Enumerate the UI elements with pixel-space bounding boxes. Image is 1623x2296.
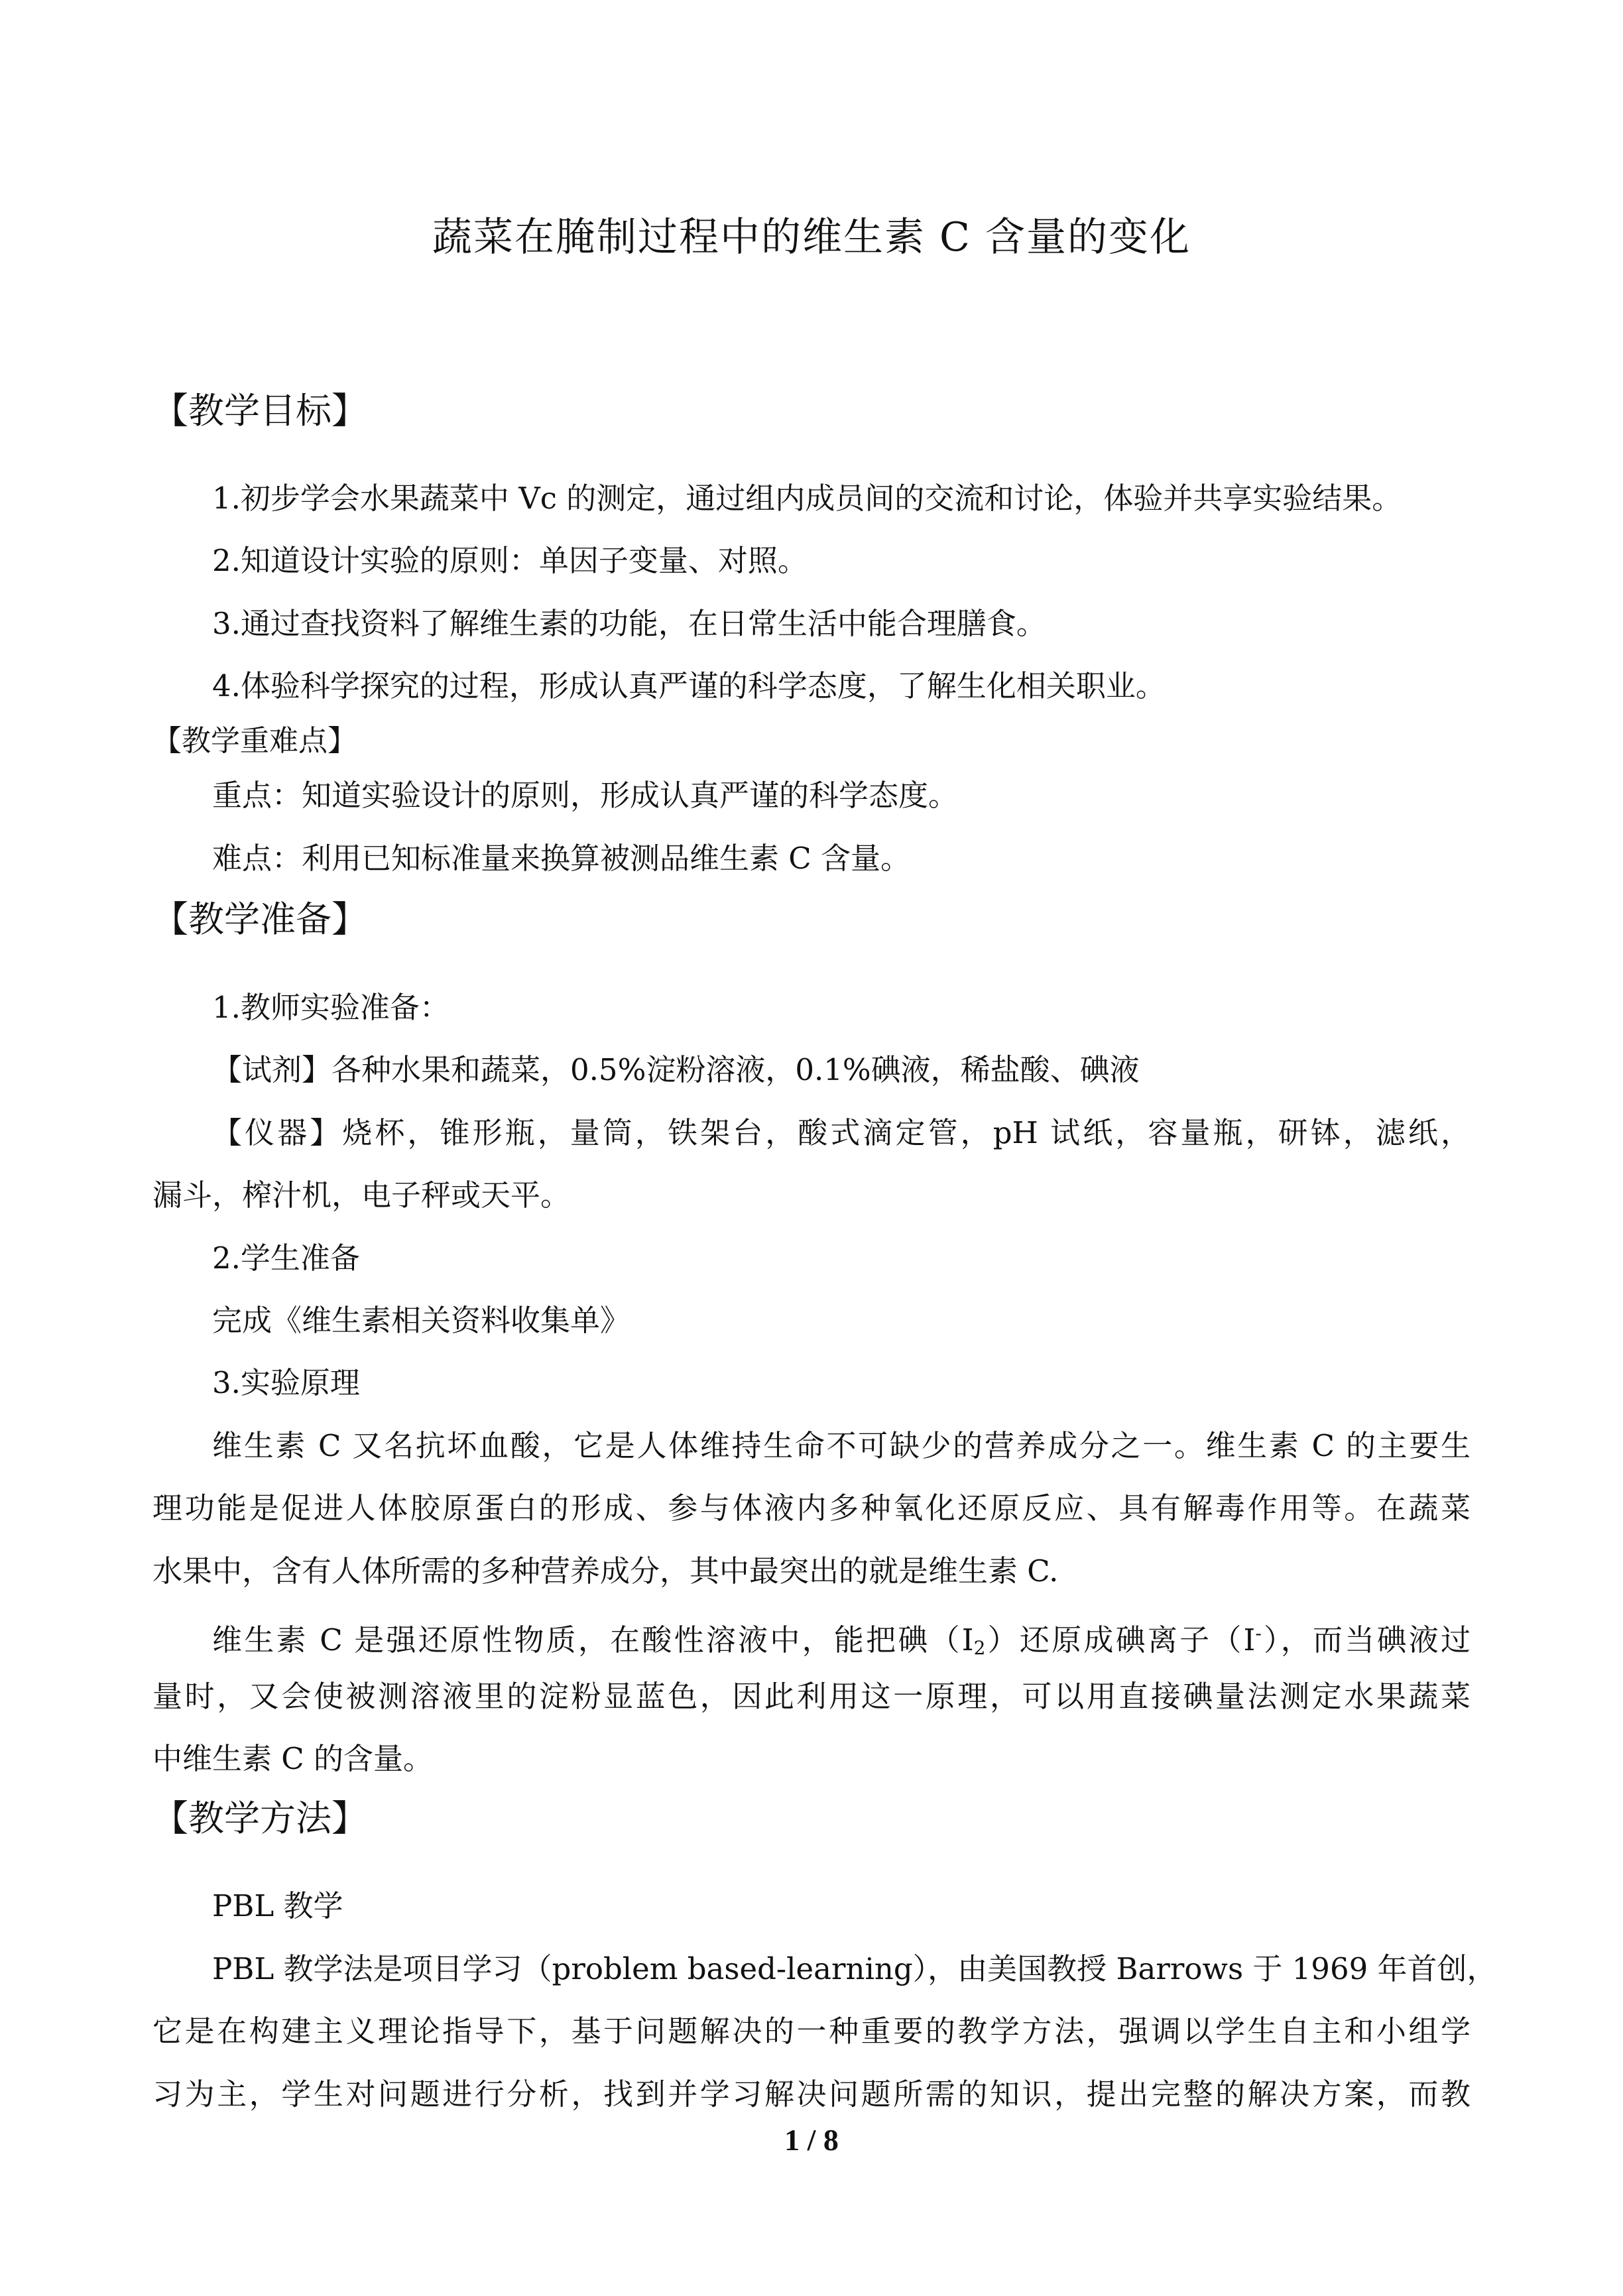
- principle-paragraph-line: 理功能是促进人体胶原蛋白的形成、参与体液内多种氧化还原反应、具有解毒作用等。在蔬菜: [152, 1490, 1471, 1526]
- section-heading-method: 【教学方法】: [152, 1797, 367, 1839]
- principle-text: ）还原成碘离子（I: [985, 1622, 1256, 1658]
- instruments-line: 【仪器】烧杯，锥形瓶，量筒，铁架台，酸式滴定管，pH 试纸，容量瓶，研钵，滤纸，: [212, 1115, 1471, 1150]
- student-prep-title: 2.学生准备: [212, 1240, 360, 1276]
- method-subtitle: PBL 教学: [212, 1888, 343, 1923]
- section-heading-preparation: 【教学准备】: [152, 898, 367, 940]
- iodide-superscript: -: [1255, 1622, 1262, 1644]
- iodine-subscript: 2: [973, 1637, 986, 1659]
- reagents-line: 【试剂】各种水果和蔬菜，0.5%淀粉溶液，0.1%碘液，稀盐酸、碘液: [212, 1052, 1140, 1087]
- teacher-prep-title: 1.教师实验准备：: [212, 990, 450, 1025]
- key-point-item: 重点：知道实验设计的原则，形成认真严谨的科学态度。: [212, 778, 959, 813]
- method-paragraph-line: 习为主，学生对问题进行分析，找到并学习解决问题所需的知识，提出完整的解决方案，而教: [152, 2077, 1471, 2112]
- method-paragraph-line: 它是在构建主义理论指导下，基于问题解决的一种重要的教学方法，强调以学生自主和小组学: [152, 2014, 1471, 2049]
- objective-item: 1.初步学会水果蔬菜中 Vc 的测定，通过组内成员间的交流和讨论，体验并共享实验结果。: [212, 481, 1402, 516]
- principle-paragraph-line: 维生素 C 又名抗坏血酸，它是人体维持生命不可缺少的营养成分之一。维生素 C 的主要生: [212, 1428, 1471, 1463]
- principle-paragraph-line: 量时，又会使被测溶液里的淀粉显蓝色，因此利用这一原理，可以用直接碘量法测定水果蔬菜: [152, 1679, 1471, 1714]
- principle-text: 维生素 C 是强还原性物质，在酸性溶液中，能把碘（I: [212, 1622, 974, 1658]
- page-number: 1 / 8: [784, 2123, 839, 2157]
- key-point-item: 难点：利用已知标准量来换算被测品维生素 C 含量。: [212, 841, 911, 876]
- section-heading-objectives: 【教学目标】: [152, 390, 367, 432]
- student-prep-task: 完成《维生素相关资料收集单》: [212, 1303, 631, 1338]
- principle-paragraph-line: 水果中，含有人体所需的多种营养成分，其中最突出的就是维生素 C.: [152, 1553, 1059, 1589]
- principle-title: 3.实验原理: [212, 1365, 360, 1400]
- method-paragraph-line: PBL 教学法是项目学习（problem based-learning），由美国教授 Barrows 于 1969 年首创，: [212, 1951, 1497, 1986]
- document-title: 蔬菜在腌制过程中的维生素 C 含量的变化: [432, 214, 1191, 261]
- principle-text: ），而当碘液过: [1261, 1622, 1471, 1658]
- objective-item: 2.知道设计实验的原则：单因子变量、对照。: [212, 543, 808, 578]
- principle-paragraph-line: [212, 1614, 1471, 1668]
- instruments-line: 漏斗，榨汁机，电子秤或天平。: [152, 1178, 571, 1213]
- principle-paragraph-line: 中维生素 C 的含量。: [152, 1741, 434, 1776]
- objective-item: 3.通过查找资料了解维生素的功能，在日常生活中能合理膳食。: [212, 606, 1046, 641]
- objective-item: 4.体验科学探究的过程，形成认真严谨的科学态度，了解生化相关职业。: [212, 668, 1166, 703]
- section-heading-key-points: 【教学重难点】: [152, 724, 357, 758]
